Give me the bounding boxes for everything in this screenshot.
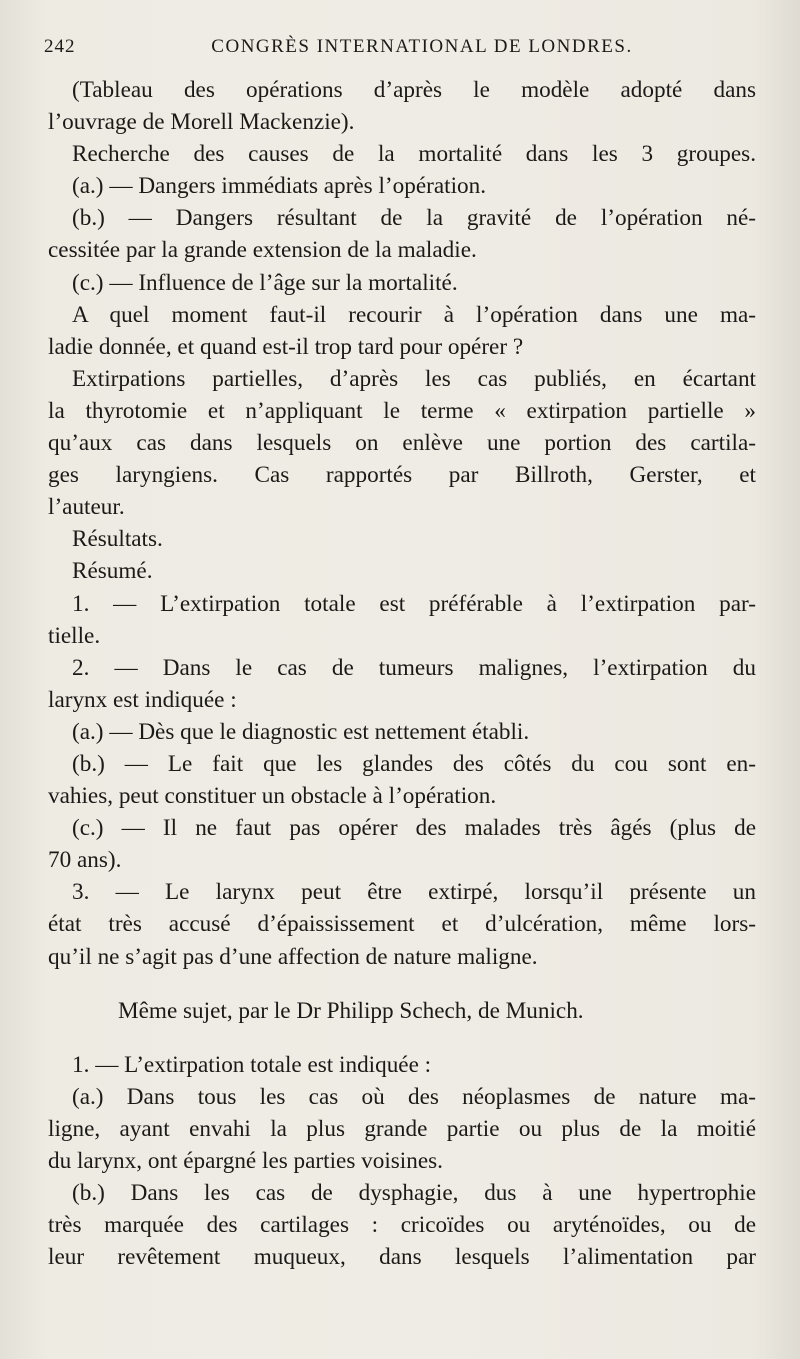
text-line: 70 ans). bbox=[48, 847, 122, 874]
text-line: Extirpations partielles, d’après les cas publiés, en écartant bbox=[72, 365, 756, 392]
text-line: (Tableau des opérations d’après le modèle adopté dans bbox=[72, 77, 756, 103]
section-gap bbox=[48, 1027, 756, 1049]
text-line: (b.) Dans les cas de dysphagie, dus à une hypertrophie bbox=[72, 1180, 756, 1207]
text-line: (c.) — Influence de l’âge sur la mortalité. bbox=[72, 269, 458, 296]
text-line: (c.) — Il ne faut pas opérer des malades très âgés (plus de bbox=[72, 815, 756, 842]
text-line: vahies, peut constituer un obstacle à l’opération. bbox=[48, 783, 497, 810]
text-line: ges laryngiens. Cas rapportés par Billroth, Gerster, et bbox=[48, 462, 756, 489]
text-line: cessitée par la grande extension de la maladie. bbox=[48, 237, 477, 264]
body-text bbox=[48, 74, 756, 1273]
text-line: état très accusé d’épaississement et d’ulcération, même lors- bbox=[48, 911, 756, 938]
text-line: ligne, ayant envahi la plus grande partie ou plus de la moitié bbox=[48, 1115, 756, 1142]
text-line: très marquée des cartilages : cricoïdes ou aryténoïdes, ou de bbox=[48, 1212, 756, 1239]
text-line: l’auteur. bbox=[48, 494, 125, 521]
section-heading: Même sujet, par le Dr Philipp Schech, de Munich. bbox=[118, 997, 584, 1024]
text-line: Résultats. bbox=[72, 526, 163, 553]
text-line: (a.) — Dangers immédiats après l’opération. bbox=[72, 173, 487, 200]
text-line: Recherche des causes de la mortalité dans les 3 groupes. bbox=[72, 141, 756, 168]
text-line: A quel moment faut-il recourir à l’opération dans une ma- bbox=[72, 301, 756, 328]
text-line: (a.) — Dès que le diagnostic est nettement établi. bbox=[72, 718, 530, 745]
text-line: qu’aux cas dans lesquels on enlève une portion des cartila- bbox=[48, 430, 756, 457]
text-line: 1. — L’extirpation totale est indiquée : bbox=[72, 1051, 432, 1078]
text-line: ladie donnée, et quand est-il trop tard pour opérer ? bbox=[48, 333, 524, 360]
running-head: CONGRÈS INTERNATIONAL DE LONDRES. bbox=[211, 36, 633, 57]
section-gap bbox=[48, 973, 756, 995]
text-line: la thyrotomie et n’appliquant le terme « extirpation partielle » bbox=[48, 397, 756, 424]
text-line: qu’il ne s’agit pas d’une affection de nature maligne. bbox=[48, 943, 538, 970]
text-line: 3. — Le larynx peut être extirpé, lorsqu’il présente un bbox=[72, 879, 756, 906]
text-line: (b.) — Dangers résultant de la gravité de l’opération né- bbox=[72, 205, 756, 232]
text-line: du larynx, ont épargné les parties voisines. bbox=[48, 1148, 443, 1174]
text-line: tielle. bbox=[48, 622, 101, 649]
page-header bbox=[44, 36, 752, 66]
text-line: Résumé. bbox=[72, 558, 153, 585]
text-line: (a.) Dans tous les cas où des néoplasmes de nature ma- bbox=[72, 1083, 756, 1110]
text-line: 1. — L’extirpation totale est préférable à l’extirpation par- bbox=[72, 590, 756, 617]
page-number: 242 bbox=[44, 36, 76, 57]
text-line: leur revêtement muqueux, dans lesquels l’alimentation par bbox=[48, 1244, 756, 1271]
text-line: larynx est indiquée : bbox=[48, 686, 237, 713]
text-line: (b.) — Le fait que les glandes des côtés du cou sont en- bbox=[72, 750, 756, 777]
text-line: l’ouvrage de Morell Mackenzie). bbox=[48, 109, 355, 136]
text-line: 2. — Dans le cas de tumeurs malignes, l’extirpation du bbox=[72, 654, 756, 681]
